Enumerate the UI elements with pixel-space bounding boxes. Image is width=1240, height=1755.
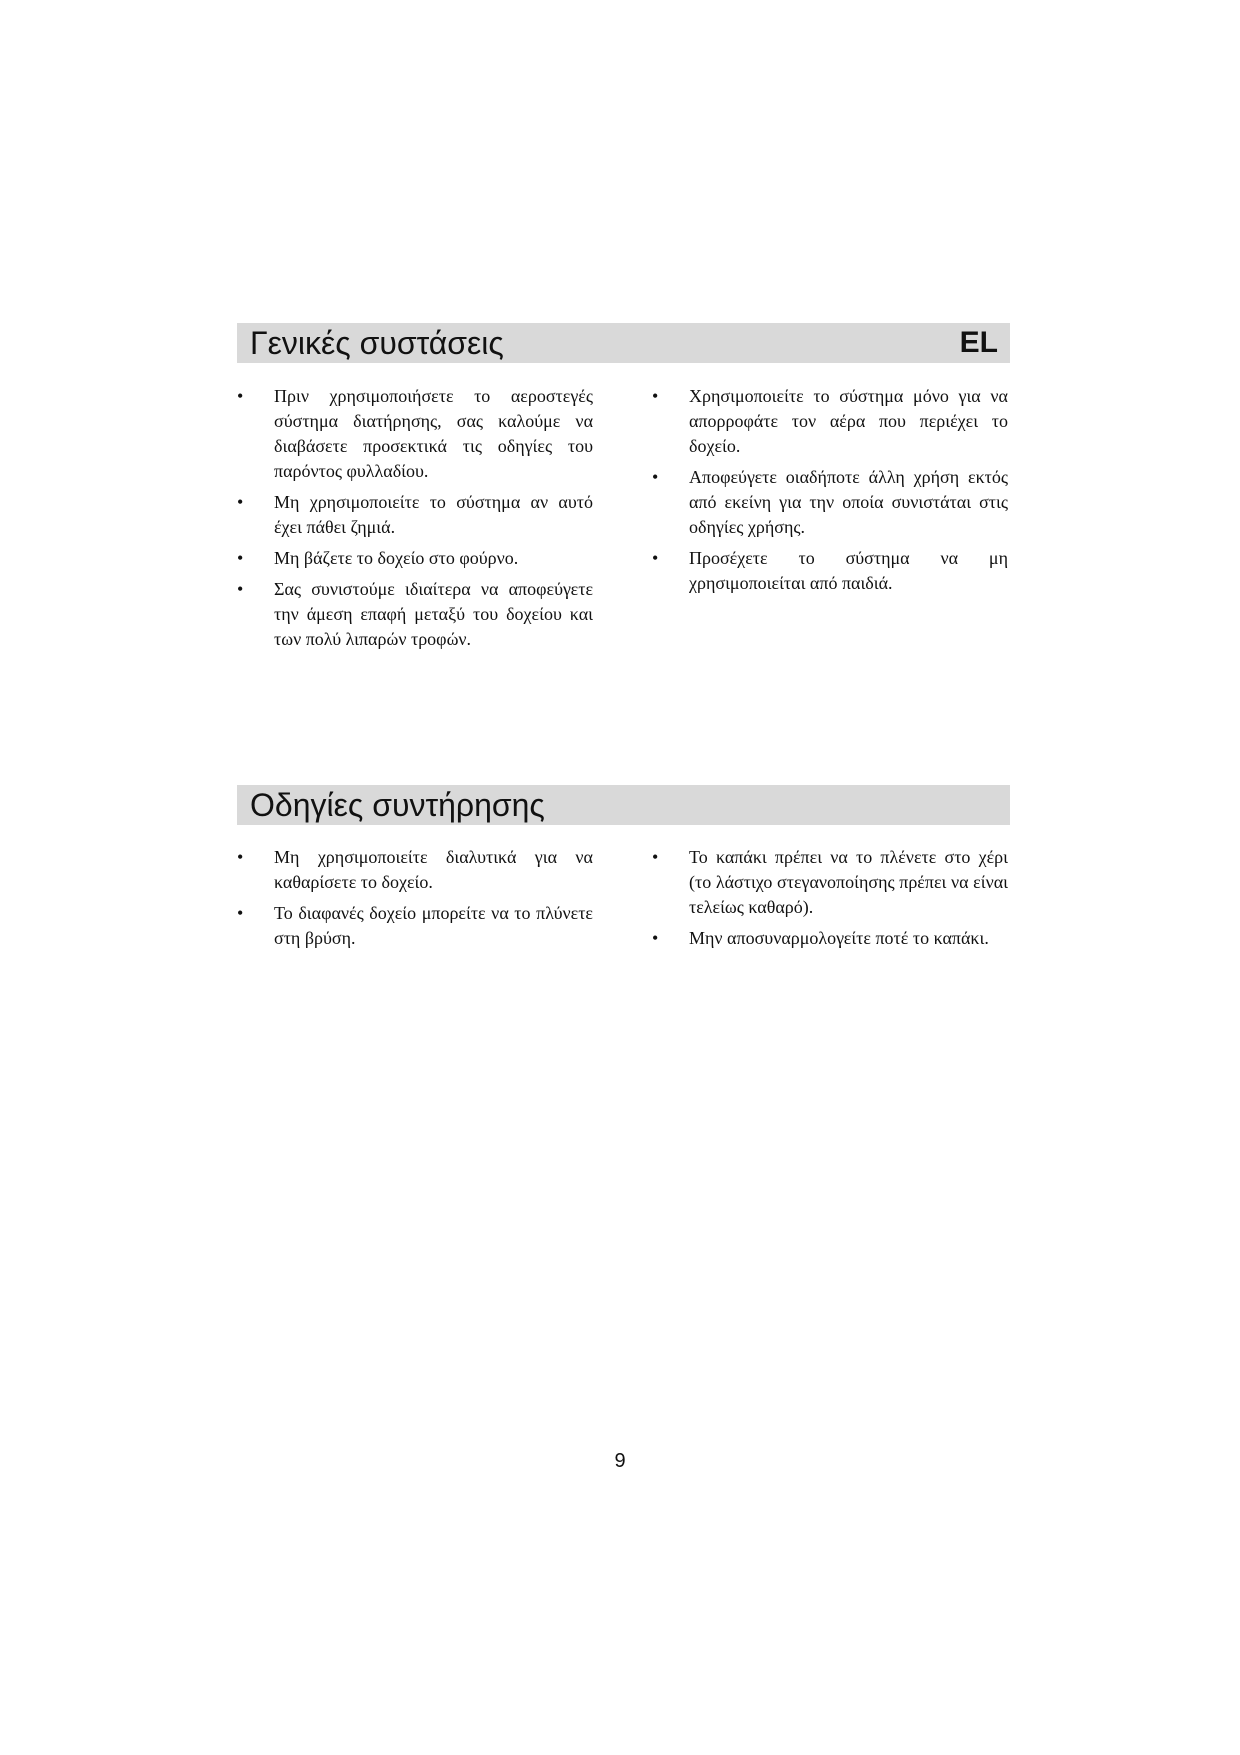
bullet-icon: • — [652, 847, 659, 867]
bullet-icon: • — [237, 903, 244, 923]
section-title: Οδηγίες συντήρησης — [250, 787, 545, 823]
list-item — [237, 845, 593, 895]
general-recommendations-right-column — [652, 384, 1008, 602]
list-item-text: Μη βάζετε το δοχείο στο φούρνο. — [274, 548, 519, 568]
bullet-icon: • — [237, 579, 244, 599]
list-item-text: Προσέχετε το σύστημα να μη χρησιμοποιείται από παιδιά. — [689, 548, 1008, 593]
maintenance-instructions-left-column — [237, 845, 593, 957]
list-item-text: Σας συνιστούμε ιδιαίτερα να αποφεύγετε την άμεση επαφή μεταξύ του δοχείου και των πολύ λιπαρών τροφών. — [274, 579, 593, 649]
general-recommendations-left-column — [237, 384, 593, 658]
list-item-text: Μη χρησιμοποιείτε διαλυτικά για να καθαρίσετε το δοχείο. — [274, 847, 593, 892]
list-item — [652, 546, 1008, 596]
list-item-text: Χρησιμοποιείτε το σύστημα μόνο για να απορροφάτε τον αέρα που περιέχει το δοχείο. — [689, 386, 1008, 456]
language-badge: EL — [959, 326, 998, 359]
bullet-icon: • — [652, 548, 659, 568]
section-title: Γενικές συστάσεις — [250, 325, 504, 361]
list-item — [237, 577, 593, 652]
list-item-text: Μην αποσυναρμολογείτε ποτέ το καπάκι. — [689, 928, 989, 948]
bullet-icon: • — [652, 386, 659, 406]
list-item-text: Το καπάκι πρέπει να το πλένετε στο χέρι (το λάστιχο στεγανοποίησης πρέπει να είναι τελείως καθαρό). — [689, 847, 1008, 917]
bullet-icon: • — [237, 847, 244, 867]
list-item — [237, 384, 593, 484]
list-item-text: Πριν χρησιμοποιήσετε το αεροστεγές σύστημα διατήρησης, σας καλούμε να διαβάσετε προσεκτικά τις οδηγίες του παρόντος φυλλαδίου. — [274, 386, 593, 481]
list-item — [237, 546, 593, 571]
list-item — [237, 490, 593, 540]
bullet-icon: • — [237, 386, 244, 406]
list-item — [652, 926, 1008, 951]
list-item-text: Αποφεύγετε οιαδήποτε άλλη χρήση εκτός από εκείνη για την οποία συνιστάται στις οδηγίες χρήσης. — [689, 467, 1008, 537]
section-header-general-recommendations — [237, 323, 1010, 363]
list-item — [652, 845, 1008, 920]
list-item — [237, 901, 593, 951]
bullet-icon: • — [237, 548, 244, 568]
section-header-maintenance-instructions — [237, 785, 1010, 825]
page-number: 9 — [614, 1450, 626, 1472]
list-item-text: Το διαφανές δοχείο μπορείτε να το πλύνετε στη βρύση. — [274, 903, 593, 948]
bullet-icon: • — [652, 928, 659, 948]
list-item — [652, 384, 1008, 459]
maintenance-instructions-right-column — [652, 845, 1008, 957]
list-item-text: Μη χρησιμοποιείτε το σύστημα αν αυτό έχει πάθει ζημιά. — [274, 492, 593, 537]
bullet-icon: • — [237, 492, 244, 512]
bullet-icon: • — [652, 467, 659, 487]
list-item — [652, 465, 1008, 540]
